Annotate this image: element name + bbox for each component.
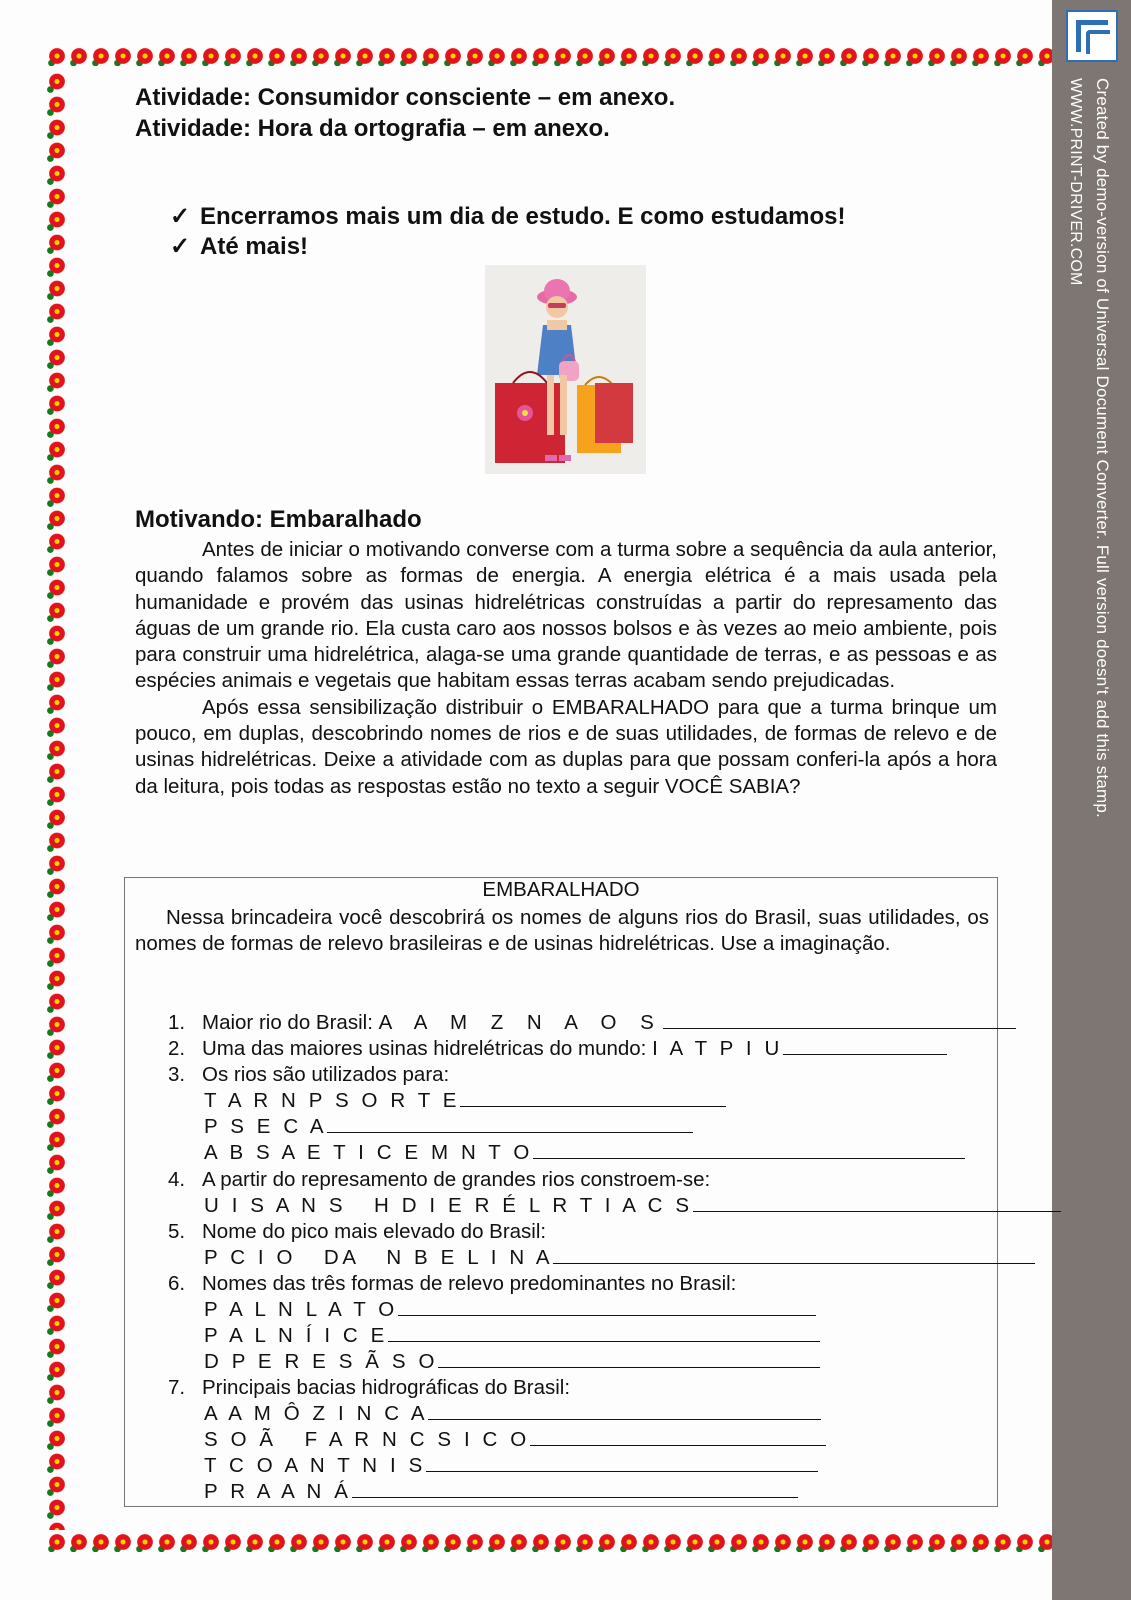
question-7: 7. Principais bacias hidrográficas do Brasil: (168, 1376, 571, 1399)
embaralhado-title: EMBARALHADO (482, 878, 640, 901)
question-2: 2. Uma das maiores usinas hidrelétricas do mundo: I A T P I U (168, 1036, 947, 1062)
check-icon: ✓ (170, 203, 191, 230)
question-5: 5. Nome do pico mais elevado do Brasil: (168, 1220, 547, 1243)
answer-line[interactable] (460, 1088, 726, 1107)
answer-line[interactable] (783, 1036, 947, 1055)
checklist-item: ✓ Até mais! (170, 233, 309, 260)
answer-line[interactable] (693, 1193, 1061, 1212)
question-3: 3. Os rios são utilizados para: (168, 1063, 450, 1086)
answer-item: D P E R E S Ã S O (204, 1349, 820, 1375)
answer-line[interactable] (438, 1349, 820, 1368)
question-4: 4. A partir do represamento de grandes rios constroem-se: (168, 1168, 711, 1191)
motivando-body (135, 537, 997, 800)
activity-line: Atividade: Consumidor consciente – em anexo. (135, 84, 676, 111)
answer-item: A A M Ô Z I N C A (204, 1401, 821, 1427)
paragraph: Após essa sensibilização distribuir o EMBARALHADO para que a turma brinque um pouco, em duplas, descobrindo nomes de rios e de suas utilidades, de formas de relevo e de usinas hidrelétricas. Deixe a atividade com as duplas para que possam conferi-la após a hora da leitura, pois todas as respostas estão no texto a seguir VOCÊ SABIA? (135, 695, 997, 798)
activity-line: Atividade: Hora da ortografia – em anexo. (135, 115, 610, 142)
flower-border-top (46, 46, 1052, 66)
answer-line[interactable] (530, 1427, 826, 1446)
answer-item: S O Ã F A R N C S I C O (204, 1427, 826, 1453)
answer-item: U I S A N S H D I E R É L R T I A C S (204, 1193, 1061, 1219)
check-icon: ✓ (170, 233, 191, 260)
flower-border-bottom (46, 1532, 1052, 1552)
answer-line[interactable] (533, 1140, 965, 1159)
answer-item: P R A A N Á (204, 1479, 798, 1505)
answer-item: T C O A N T N I S (204, 1453, 818, 1479)
checklist (170, 202, 846, 262)
stamp-url: WWW.PRINT-DRIVER.COM (1067, 78, 1084, 286)
answer-line[interactable] (553, 1245, 1035, 1264)
flower-border-left (46, 70, 68, 1530)
answer-item: P A L N L A T O (204, 1297, 816, 1323)
converter-logo-icon (1066, 10, 1118, 62)
answer-item: T A R N P S O R T E (204, 1088, 726, 1114)
answer-line[interactable] (388, 1323, 820, 1342)
paragraph: Antes de iniciar o motivando converse com a turma sobre a sequência da aula anterior, quando falamos sobre as formas de energia. A energia elétrica é a mais usada pela humanidade e provém das usinas hidrelétricas construídas a partir do represamento das águas de um grande rio. Ela custa caro aos nossos bolsos e às vezes ao meio ambiente, pois para construir uma hidrelétrica, alaga-se uma grande quantidade de terras, e as pessoas e as espécies animais e vegetais que habitam essas terras acabam sendo prejudicadas. (135, 538, 997, 693)
section-title: Motivando: Embaralhado (135, 506, 422, 533)
question-6: 6. Nomes das três formas de relevo predominantes no Brasil: (168, 1272, 737, 1295)
answer-item: P C I O DA N B E L I N A (204, 1245, 1035, 1271)
answer-line[interactable] (663, 1010, 1016, 1029)
answer-line[interactable] (327, 1114, 693, 1133)
stamp-notice: Created by demo-version of Universal Document Converter. Full version doesn't add this stamp. (1093, 78, 1112, 818)
answer-line[interactable] (398, 1297, 816, 1316)
answer-item: A B S A E T I C E M N T O (204, 1140, 965, 1166)
shopping-girl-photo (485, 265, 646, 474)
checklist-item: ✓ Encerramos mais um dia de estudo. E como estudamos! (170, 203, 846, 230)
answer-item: P A L N Í I C E (204, 1323, 820, 1349)
answer-line[interactable] (352, 1479, 798, 1498)
question-1: 1. Maior rio do Brasil: A A M Z N A O S (168, 1010, 1016, 1036)
answer-line[interactable] (428, 1401, 821, 1420)
answer-line[interactable] (426, 1453, 818, 1472)
embaralhado-intro: Nessa brincadeira você descobrirá os nomes de alguns rios do Brasil, suas utilidades, os nomes de formas de relevo brasileiras e de usinas hidrelétricas. Use a imaginação. (135, 906, 989, 955)
answer-item: P S E C A (204, 1114, 693, 1140)
